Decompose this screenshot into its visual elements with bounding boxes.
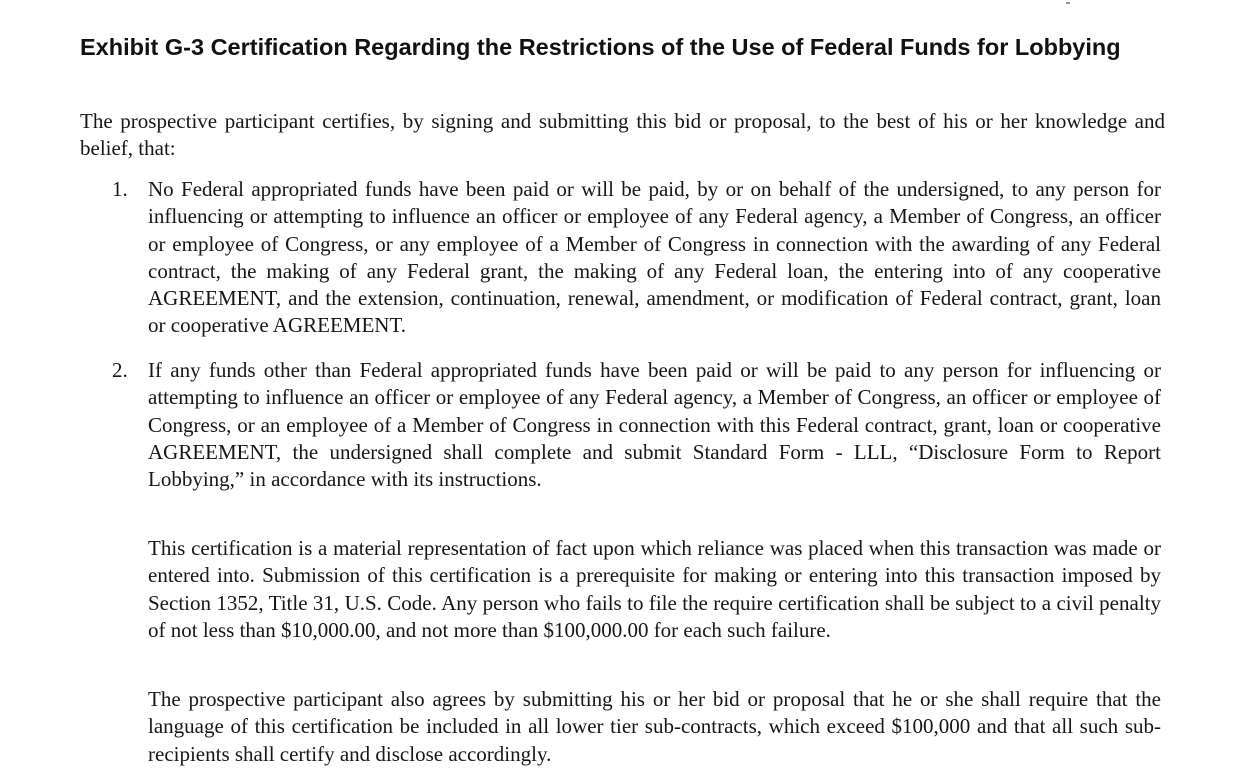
sub-contract-paragraph: The prospective participant also agrees by submitting his or her bid or proposal that he or she shall require that the language of this certification be included in all lower tier sub-contracts, which exceed $100,000 and that all such sub-recipients shall certify and disclose accordingly.	[148, 687, 1161, 766]
list-item	[112, 357, 1161, 493]
certification-penalty-paragraph: This certification is a material representation of fact upon which reliance was placed when this transaction was made or entered into. Submission of this certification is a prerequisite for making or entering into this transaction imposed by Section 1352, Title 31, U.S. Code. Any person who fails to file the require certification shall be subject to a civil penalty of not less than $10,000.00, and not more than $100,000.00 for each such failure.	[148, 536, 1161, 642]
list-item-text: If any funds other than Federal appropriated funds have been paid or will be paid to any person for influencing or attempting to influence an officer or employee of any Federal agency, a Member of Congress, an officer or employee of Congress, or an employee of a Member of Congress in connection with this Federal contract, grant, loan or cooperative AGREEMENT, the undersigned shall complete and submit Standard Form - LLL, “Disclosure Form to Report Lobbying,” in accordance with its instructions.	[148, 358, 1161, 492]
scan-speck	[1066, 2, 1070, 4]
list-item	[112, 176, 1161, 340]
list-item-text: No Federal appropriated funds have been paid or will be paid, by or on behalf of the undersigned, to any person for influencing or attempting to influence an officer or employee of any Federal agency, a Member of Congress, an officer or employee of Congress, or any employee of a Member of Congress in connection with the awarding of any Federal contract, the making of any Federal grant, the making of any Federal loan, the entering into of any cooperative AGREEMENT, and the extension, continuation, renewal, amendment, or modification of Federal contract, grant, loan or cooperative AGREEMENT.	[148, 177, 1161, 338]
list-item-number: 1.	[112, 177, 128, 201]
intro-paragraph: The prospective participant certifies, by signing and submitting this bid or proposal, to the best of his or her knowledge and belief, that:	[80, 109, 1165, 161]
list-item-number: 2.	[112, 358, 128, 382]
document-title: Exhibit G-3 Certification Regarding the Restrictions of the Use of Federal Funds for Lobbying	[80, 34, 1121, 60]
